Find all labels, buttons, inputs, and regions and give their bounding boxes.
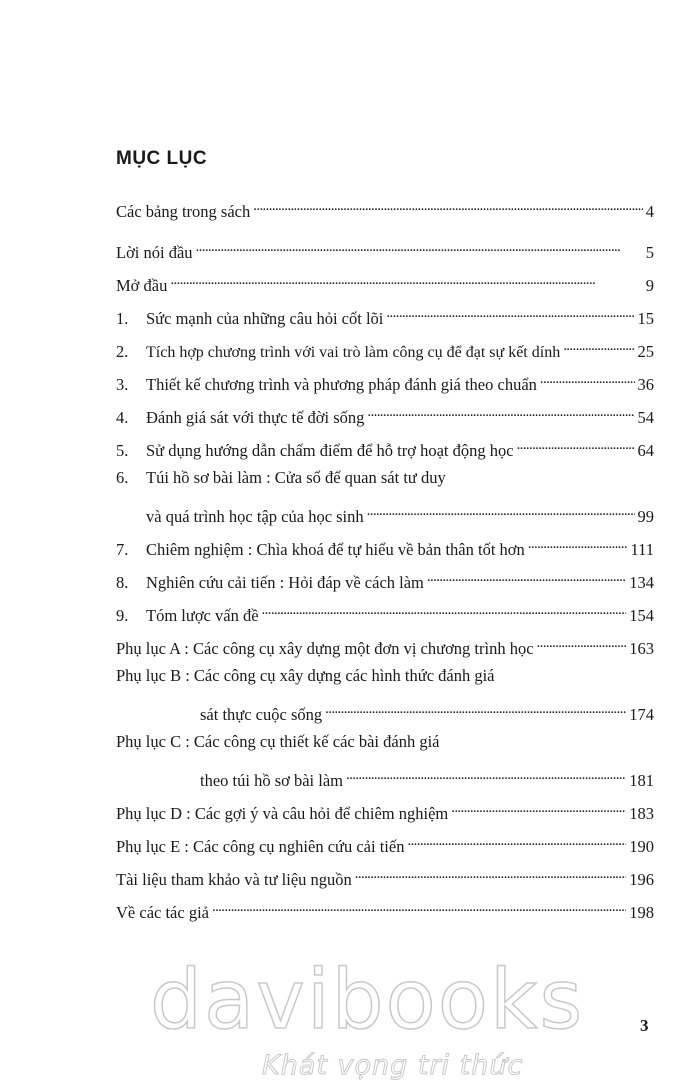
toc-heading: MỤC LỤC — [116, 148, 208, 169]
dot-leader — [407, 830, 626, 852]
toc-entry — [116, 434, 654, 460]
toc-entry — [116, 896, 654, 922]
dot-leader — [262, 599, 627, 621]
toc-entry-label-continued: và quá trình học tập của học sinh — [146, 507, 364, 526]
watermark-slogan: Khát vọng tri thức — [262, 1050, 524, 1081]
toc-entry-label: Nghiên cứu cải tiến : Hỏi đáp về cách làm — [146, 573, 424, 592]
dot-leader — [212, 896, 626, 918]
toc-entry-label-continued: sát thực cuộc sống — [200, 705, 323, 724]
toc-entry-label: Tích hợp chương trình với vai trò làm công cụ để đạt sự kết dính — [146, 344, 561, 361]
toc-entry-page: 163 — [629, 639, 654, 658]
toc-entry-number: 8. — [116, 573, 129, 592]
toc-entry-label: Về các tác giả — [116, 903, 209, 922]
dot-leader — [528, 533, 628, 555]
toc-entry-page: 190 — [629, 837, 654, 856]
toc-entry-label: Thiết kế chương trình và phương pháp đánh giá theo chuẩn — [146, 375, 537, 394]
dot-leader — [346, 764, 626, 786]
toc-entry-page: 99 — [637, 507, 654, 526]
toc-entry — [116, 236, 654, 262]
toc-entry — [116, 335, 654, 361]
page-number: 3 — [640, 1016, 649, 1035]
dot-leader — [367, 500, 635, 522]
toc-entry — [116, 632, 654, 658]
toc-entry-label: Chiêm nghiệm : Chìa khoá để tự hiểu về bản thân tốt hơn — [146, 540, 525, 559]
toc-entry-page: 36 — [637, 375, 654, 394]
dot-leader — [325, 698, 626, 720]
toc-entry-number: 4. — [116, 408, 129, 427]
toc-entry-number: 7. — [116, 540, 129, 559]
toc-entry-page: 181 — [629, 771, 654, 790]
toc-entry-page: 4 — [645, 202, 654, 221]
dot-leader — [537, 632, 627, 654]
toc-entry-number: 6. — [116, 468, 129, 487]
toc-entry-page: 196 — [629, 870, 654, 889]
dot-leader — [170, 269, 642, 291]
toc-entry — [116, 533, 654, 559]
toc-entry-page: 5 — [645, 243, 654, 262]
dot-leader — [563, 335, 634, 357]
dot-leader — [355, 863, 626, 885]
toc-entry — [146, 500, 654, 526]
toc-entry-label: Phụ lục E : Các công cụ nghiên cứu cải tiến — [116, 837, 405, 856]
toc-entry — [116, 401, 654, 427]
toc-entry — [116, 302, 654, 328]
toc-entry-number: 9. — [116, 606, 129, 625]
toc-entry-label: Tóm lược vấn đề — [146, 606, 259, 625]
toc-entry-page: 111 — [630, 540, 654, 559]
toc-entry — [116, 599, 654, 625]
toc-entry-label: Tài liệu tham khảo và tư liệu nguồn — [116, 870, 352, 889]
dot-leader — [427, 566, 626, 588]
toc-entry — [116, 830, 654, 856]
toc-entry — [116, 797, 654, 823]
toc-entry-first-line: Phụ lục C : Các công cụ thiết kế các bài đánh giá — [116, 732, 440, 751]
toc-entry-page: 134 — [629, 573, 654, 592]
toc-entry — [116, 368, 654, 394]
toc-entry-number: 5. — [116, 441, 129, 460]
toc-entry-label: Phụ lục A : Các công cụ xây dựng một đơn vị chương trình học — [116, 639, 534, 658]
toc-entry-page: 198 — [629, 903, 654, 922]
toc-entry-label: Sử dụng hướng dẫn chấm điểm để hỗ trợ hoạt động học — [146, 441, 514, 460]
watermark-logo: davibooks — [150, 953, 585, 1048]
toc-entry — [200, 764, 654, 790]
toc-entry-first-line: Phụ lục B : Các công cụ xây dựng các hình thức đánh giá — [116, 666, 495, 685]
toc-entry — [200, 698, 654, 724]
toc-entry-page: 183 — [629, 804, 654, 823]
toc-entry-label: Lời nói đầu — [116, 243, 193, 262]
toc-entry-page: 54 — [637, 408, 654, 427]
toc-entry-page: 174 — [629, 705, 654, 724]
dot-leader — [367, 401, 634, 423]
toc-entry-page: 64 — [637, 441, 654, 460]
dot-leader — [451, 797, 626, 819]
dot-leader — [386, 302, 634, 324]
toc-entry-label: Phụ lục D : Các gợi ý và câu hỏi để chiêm nghiệm — [116, 804, 449, 823]
toc-entry-number: 1. — [116, 309, 129, 328]
toc-entry-page: 25 — [637, 342, 654, 361]
toc-entry — [116, 195, 654, 221]
toc-entry-number: 2. — [116, 342, 129, 361]
dot-leader — [253, 195, 643, 217]
dot-leader — [517, 434, 635, 456]
toc-entry-number: 3. — [116, 375, 129, 394]
toc-entry — [116, 566, 654, 592]
toc-entry-page: 154 — [629, 606, 654, 625]
toc-entry-label-continued: theo túi hồ sơ bài làm — [200, 771, 343, 790]
dot-leader — [196, 236, 643, 258]
toc-entry — [116, 863, 654, 889]
toc-entry-label: Túi hồ sơ bài làm : Cửa sổ để quan sát tư duy — [146, 468, 446, 487]
toc-entry-first-line — [116, 467, 446, 489]
toc-entry-label: Mở đầu — [116, 276, 168, 295]
toc-entry-page: 9 — [645, 276, 654, 295]
toc-entry-label: Các bảng trong sách — [116, 202, 251, 221]
toc-entry — [116, 269, 654, 295]
dot-leader — [540, 368, 635, 390]
toc-entry-page: 15 — [637, 309, 654, 328]
toc-entry-label: Sức mạnh của những câu hỏi cốt lõi — [146, 309, 384, 328]
toc-entry-label: Đánh giá sát với thực tế đời sống — [146, 408, 365, 427]
